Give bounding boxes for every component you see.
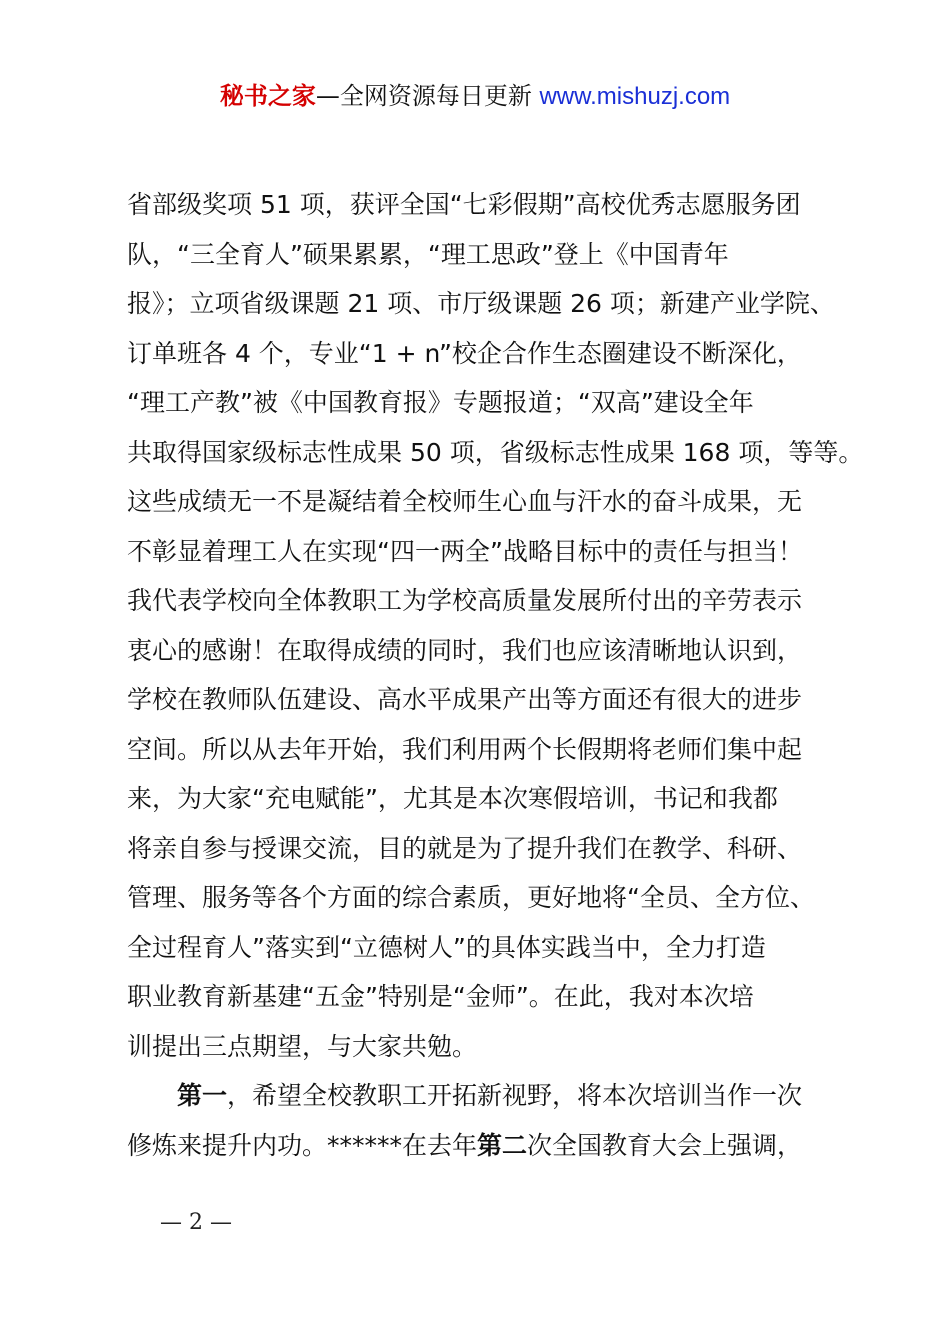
text-line: “理工产教”被《中国教育报》专题报道；“双高”建设全年 (127, 388, 754, 417)
text-line: 省部级奖项 51 项，获评全国“七彩假期”高校优秀志愿服务团 (127, 190, 801, 219)
text-line: 衷心的感谢！在取得成绩的同时，我们也应该清晰地认识到， (127, 635, 803, 665)
text-line: 全过程育人”落实到“立德树人”的具体实践当中，全力打造 (127, 932, 766, 962)
text-line: 训提出三点期望，与大家共勉。 (127, 1031, 478, 1061)
text-line: 空间。所以从去年开始，我们利用两个长假期将老师们集中起 (127, 734, 803, 764)
text-line: 将亲自参与授课交流，目的就是为了提升我们在教学、科研、 (127, 833, 803, 863)
text-line: 学校在教师队伍建设、高水平成果产出等方面还有很大的进步 (127, 685, 803, 714)
text-line: 队，“三全育人”硕果累累，“理工思政”登上《中国青年 (127, 239, 729, 269)
bold-phrase: 第二 (477, 1130, 528, 1160)
document-body (127, 180, 864, 1170)
brand-name: 秘书之家 (219, 82, 316, 110)
banner-tagline: —全网资源每日更新 (315, 82, 532, 110)
text-line: 共取得国家级标志性成果 50 项，省级标志性成果 168 项，等等。 (127, 437, 864, 467)
site-banner (0, 78, 950, 115)
text-line: 修炼来提升内功。******在去年第二次全国教育大会上强调， (127, 1130, 803, 1160)
text-line: 不彰显着理工人在实现“四一两全”战略目标中的责任与担当！ (127, 536, 803, 566)
text-line: 这些成绩无一不是凝结着全校师生心血与汗水的奋斗成果，无 (127, 487, 803, 516)
text-line: 报》；立项省级课题 21 项、市厅级课题 26 项；新建产业学院、 (127, 289, 835, 318)
text-line: 第一，希望全校教职工开拓新视野，将本次培训当作一次 (177, 1081, 803, 1110)
text-line: 订单班各 4 个，专业“1 + n”校企合作生态圈建设不断深化， (127, 338, 802, 368)
site-url[interactable]: www.mishuzj.com (539, 83, 731, 110)
bold-phrase: 第一 (177, 1081, 228, 1110)
text-line: 来，为大家“充电赋能”，尤其是本次寒假培训，书记和我都 (127, 784, 778, 813)
text-line: 我代表学校向全体教职工为学校高质量发展所付出的辛劳表示 (127, 586, 803, 615)
text-line: 职业教育新基建“五金”特别是“金师”。在此，我对本次培 (127, 982, 754, 1011)
text-line: 管理、服务等各个方面的综合素质，更好地将“全员、全方位、 (127, 883, 815, 912)
page-number: — 2 — (160, 1210, 232, 1235)
